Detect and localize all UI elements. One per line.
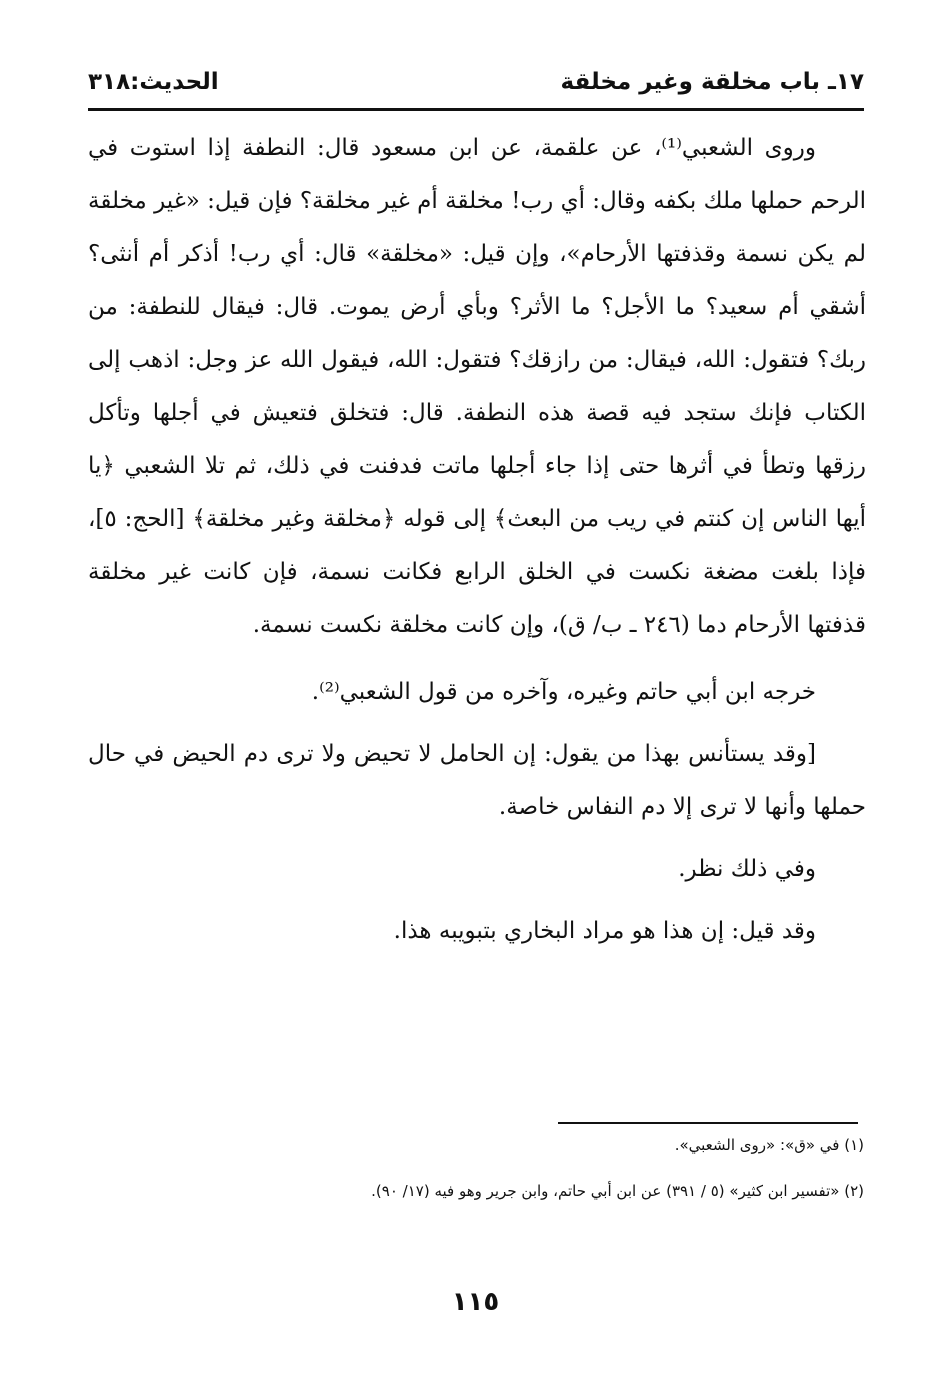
footnote-rule <box>558 1122 858 1124</box>
paragraph: وروى الشعبي⁽¹⁾، عن علقمة، عن ابن مسعود قال: النطفة إذا استوت في الرحم حملها ملك بكفه وقال: أي رب! مخلقة أم غير مخلقة؟ فإن قيل: «غير مخلقة لم يكن نسمة وقذفتها الأرحام»، وإن قيل: «مخلقة» قال: أي رب! أذكر أم أنثى؟ أشقي أم سعيد؟ ما الأجل؟ ما الأثر؟ وبأي أرض يموت. قال: فيقال للنطفة: من ربك؟ فتقول: الله، فيقال: من رازقك؟ فتقول: الله، فيقول الله عز وجل: اذهب إلى الكتاب فإنك ستجد فيه قصة هذه النطفة. قال: فتخلق فتعيش في أجلها وتأكل رزقها وتطأ في أثرها حتى إذا جاء أجلها ماتت فدفنت في ذلك، ثم تلا الشعبي ﴿يا أيها الناس إن كنتم في ريب من البعث﴾ إلى قوله ﴿مخلقة وغير مخلقة﴾ [الحج: ٥]، فإذا بلغت مضغة نكست في الخلق الرابع فكانت نسمة، فإن كانت غير مخلقة قذفتها الأرحام دما (٢٤٦ ـ ب/ ق)، وإن كانت مخلقة نكست نسمة. <box>88 135 866 638</box>
hadith-number: الحديث:٣١٨ <box>88 69 219 95</box>
paragraph: [وقد يستأنس بهذا من يقول: إن الحامل لا تحيض ولا ترى دم الحيض في حال حملها وأنها لا ترى إلا دم النفاس خاصة. <box>88 741 866 820</box>
paragraph: خرجه ابن أبي حاتم وغيره، وآخره من قول الشعبي⁽²⁾. <box>311 679 816 705</box>
paragraph: وقد قيل: إن هذا هو مراد البخاري بتبويبه هذا. <box>393 918 816 944</box>
main-text <box>88 122 866 967</box>
page-number: ١١٥ <box>451 1287 500 1317</box>
header-rule <box>88 108 864 111</box>
footnote: (١) في «ق»: «روى الشعبي». <box>674 1136 864 1154</box>
footnotes <box>88 1132 864 1224</box>
paragraph: وفي ذلك نظر. <box>678 856 816 882</box>
running-header <box>88 60 864 104</box>
footnote: (٢) «تفسير ابن كثير» (٥ / ٣٩١) عن ابن أبي حاتم، وابن جرير وهو فيه (١٧/ ٩٠). <box>371 1182 864 1200</box>
chapter-title: ١٧ـ باب مخلقة وغير مخلقة <box>560 69 864 95</box>
